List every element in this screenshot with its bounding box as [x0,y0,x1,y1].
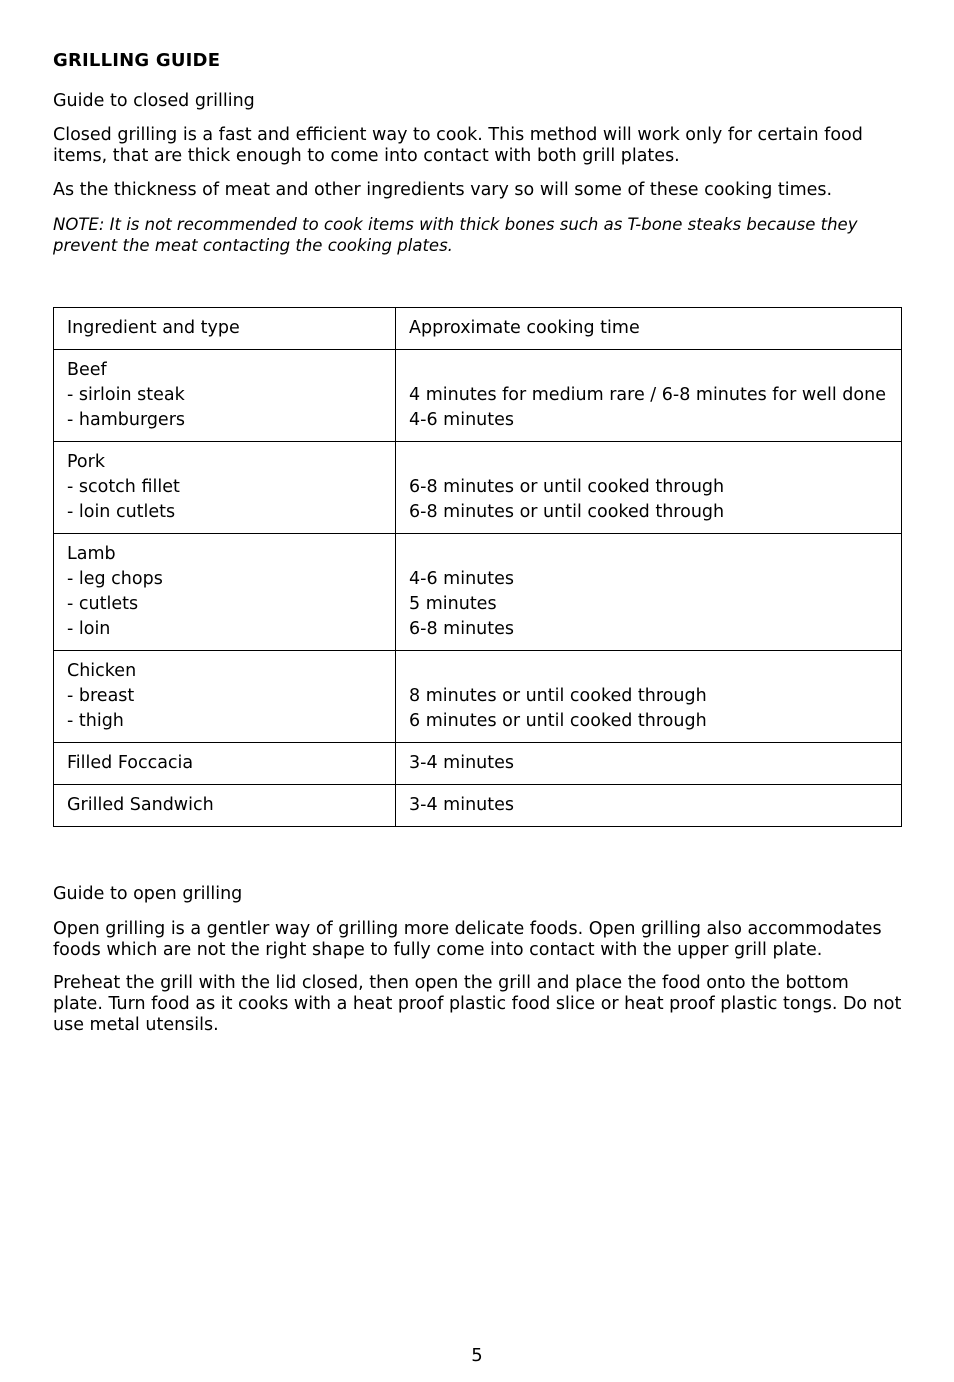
ingredient-line: - loin cutlets [67,502,176,522]
ingredient-line: - scotch fillet [67,477,180,497]
closed-grilling-paragraph-2: As the thickness of meat and other ingredients vary so will some of these cooking times. [53,180,833,200]
ingredient-line: - loin [67,619,111,639]
cooking-time-cell [396,534,902,651]
ingredient-cell [54,534,396,651]
header-cooking-time: Approximate cooking time [396,308,902,350]
table-header-row [54,308,902,350]
cooking-time-cell [396,350,902,442]
cooking-time-line: 4 minutes for medium rare / 6-8 minutes for well done [409,385,886,405]
table-row [54,651,902,743]
cooking-time-cell [396,651,902,743]
ingredient-cell [54,743,396,785]
closed-grilling-subheading: Guide to closed grilling [53,91,255,111]
cooking-time-line: 6-8 minutes or until cooked through [409,477,725,497]
cooking-time-cell [396,442,902,534]
closed-grilling-note: NOTE: It is not recommended to cook items with thick bones such as T-bone steaks because they prevent the meat contacting the cooking plates. [53,215,858,255]
cooking-time-line [409,542,889,567]
ingredient-line: Beef [67,360,107,380]
open-grilling-paragraph-1: Open grilling is a gentler way of grilling more delicate foods. Open grilling also accommodates foods which are not the right shape to fully come into contact with the upper grill plate. [53,919,882,960]
ingredient-line: - sirloin steak [67,385,185,405]
cooking-time-line: 3-4 minutes [409,753,515,773]
cooking-time-line: 4-6 minutes [409,569,515,589]
table-row [54,785,902,827]
open-grilling-subheading: Guide to open grilling [53,884,243,904]
cooking-time-cell [396,785,902,827]
cooking-time-table-body [54,308,902,827]
cooking-time-line: 6-8 minutes or until cooked through [409,502,725,522]
ingredient-line: - cutlets [67,594,139,614]
cooking-time-line: 4-6 minutes [409,410,515,430]
ingredient-line: - thigh [67,711,124,731]
cooking-time-line: 6-8 minutes [409,619,515,639]
ingredient-line: - breast [67,686,135,706]
page-number: 5 [471,1345,483,1366]
ingredient-line: Chicken [67,661,137,681]
cooking-time-table [53,307,902,827]
cooking-time-line [409,450,889,475]
ingredient-line: Lamb [67,544,116,564]
ingredient-line: Pork [67,452,105,472]
table-row [54,534,902,651]
ingredient-cell [54,442,396,534]
ingredient-line: - leg chops [67,569,163,589]
ingredient-line: - hamburgers [67,410,186,430]
cooking-time-line: 3-4 minutes [409,795,515,815]
table-row [54,350,902,442]
open-grilling-paragraph-2: Preheat the grill with the lid closed, then open the grill and place the food onto the bottom plate. Turn food as it cooks with a heat proof plastic food slice or heat proof plastic tongs. Do not use metal utensils. [53,973,902,1035]
cooking-time-line: 5 minutes [409,594,497,614]
table-row [54,442,902,534]
ingredient-cell [54,350,396,442]
cooking-time-line [409,659,889,684]
header-ingredient: Ingredient and type [54,308,396,350]
page-heading: GRILLING GUIDE [53,50,221,71]
cooking-time-line: 8 minutes or until cooked through [409,686,707,706]
ingredient-line: Grilled Sandwich [67,795,214,815]
ingredient-line: Filled Foccacia [67,753,194,773]
ingredient-cell [54,651,396,743]
cooking-time-line: 6 minutes or until cooked through [409,711,707,731]
ingredient-cell [54,785,396,827]
table-row [54,743,902,785]
cooking-time-cell [396,743,902,785]
closed-grilling-paragraph-1: Closed grilling is a fast and efficient way to cook. This method will work only for certain food items, that are thick enough to come into contact with both grill plates. [53,125,863,166]
cooking-time-line [409,358,889,383]
